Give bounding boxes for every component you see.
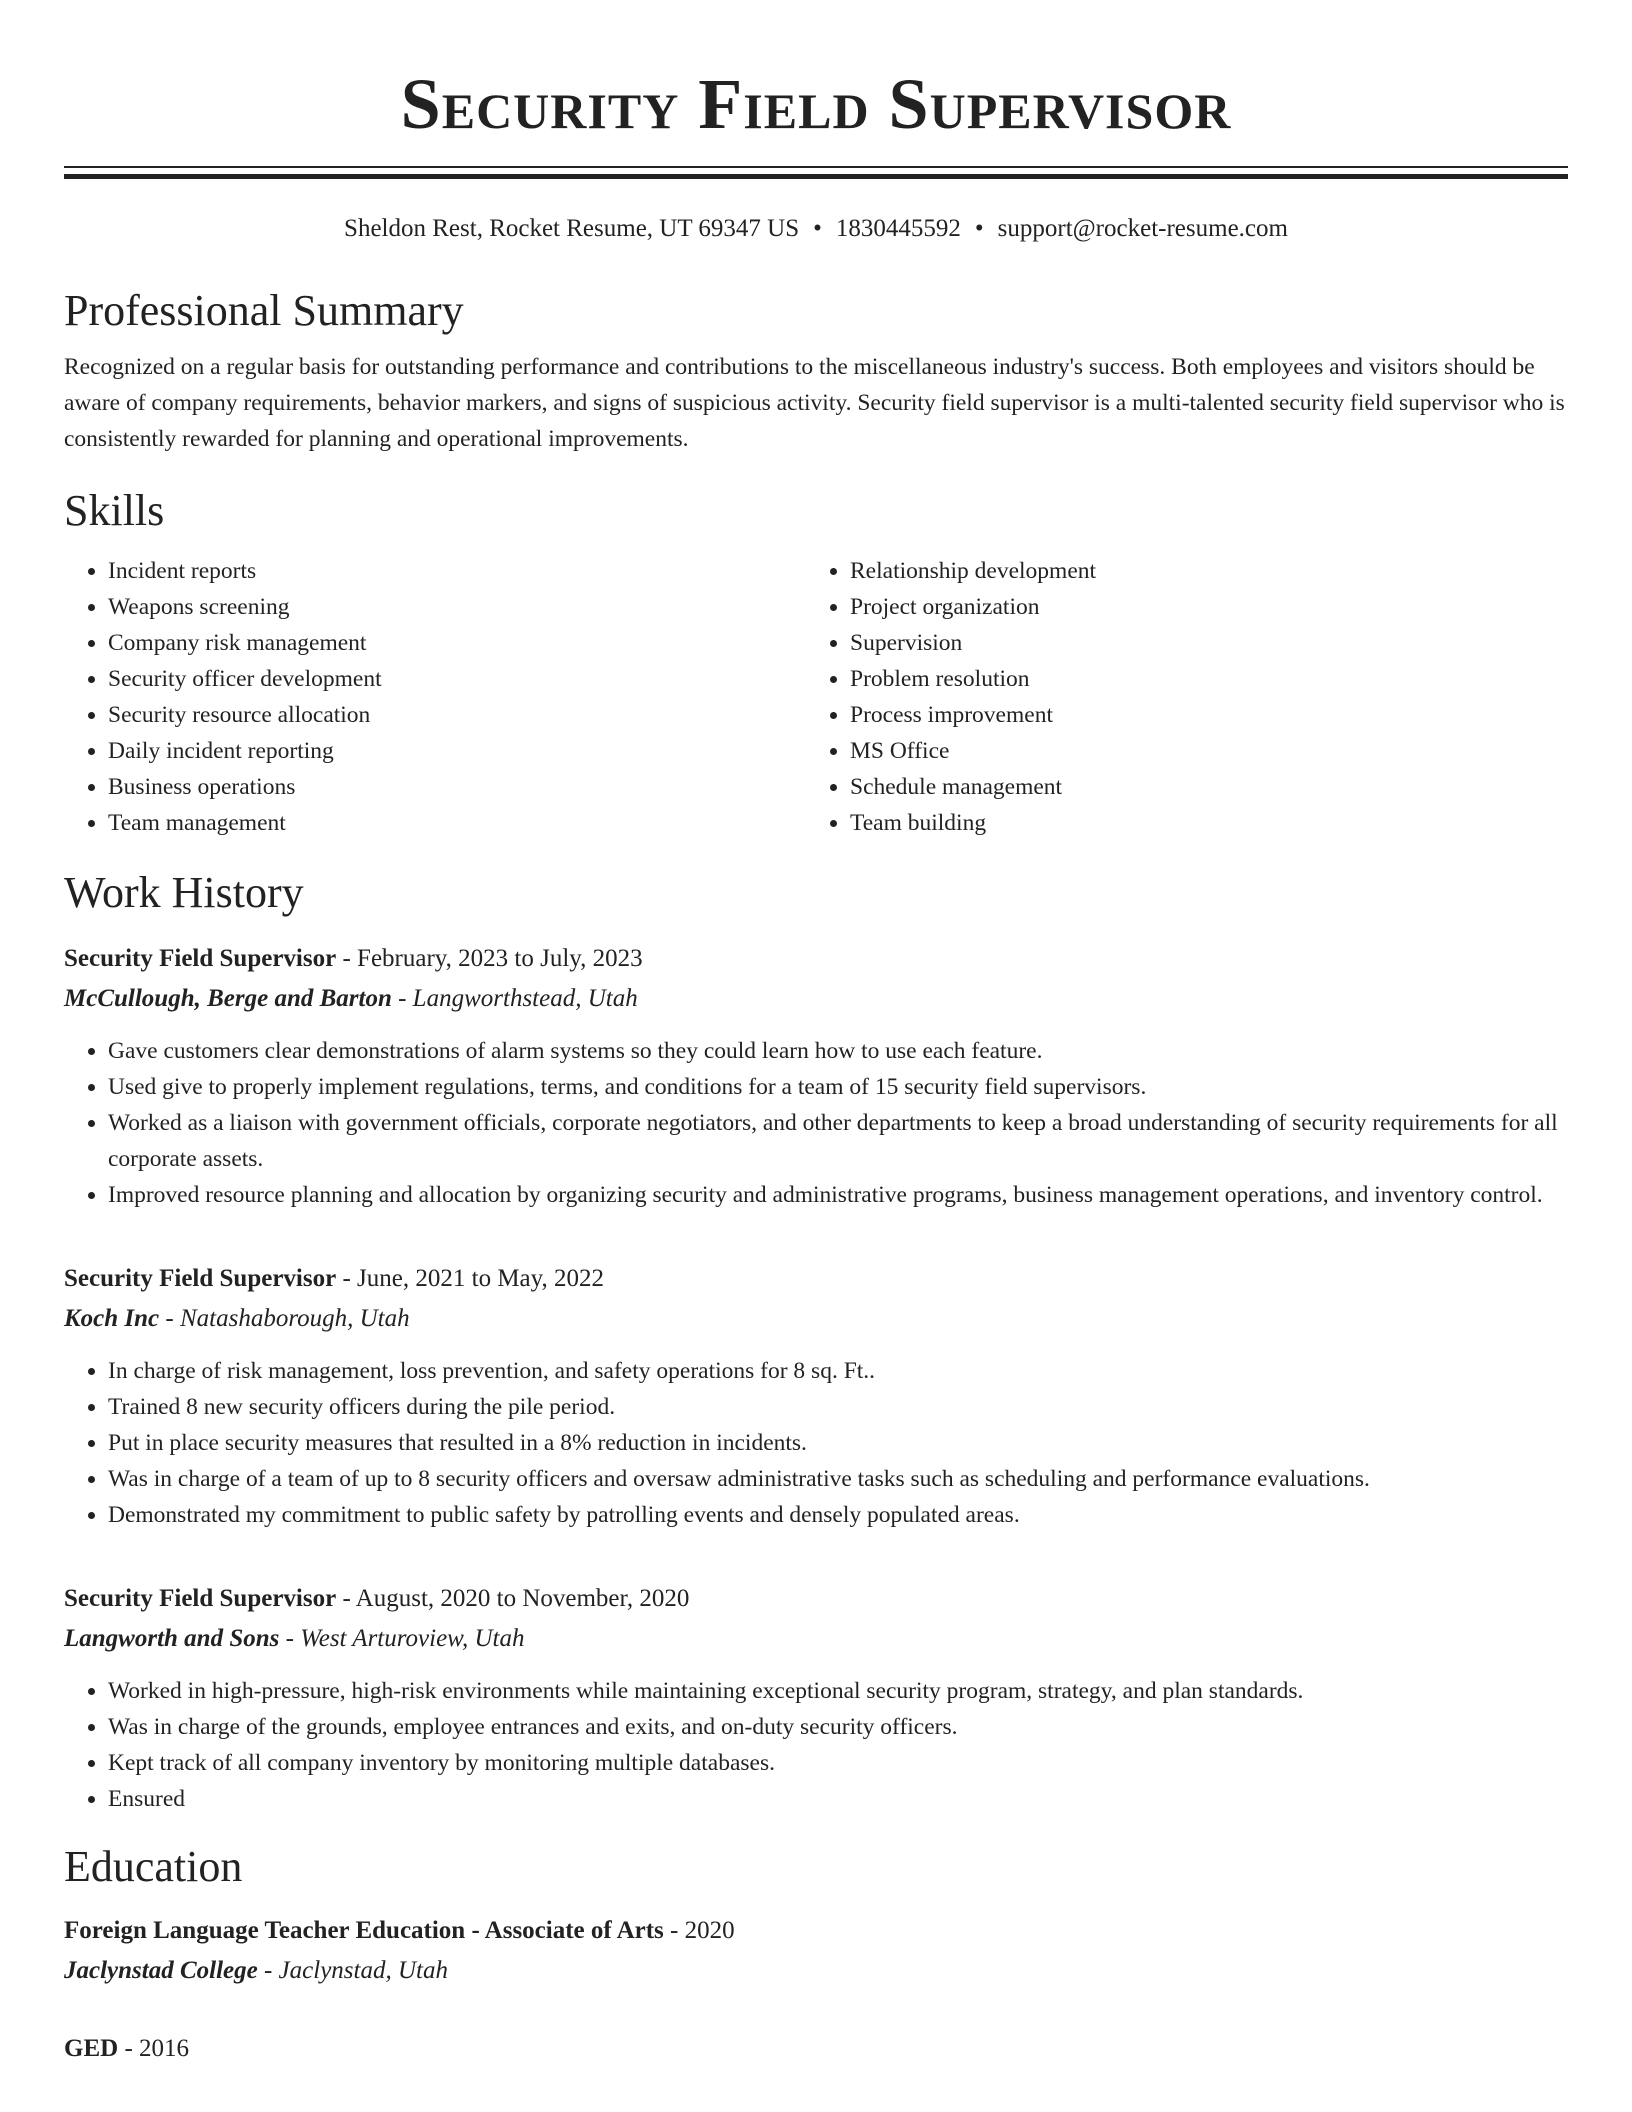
title-divider-thick — [64, 174, 1568, 179]
job-bullet: • Kept track of all company inventory by monitoring multiple databases. — [108, 1745, 1568, 1781]
job-entry — [64, 1259, 1568, 1533]
skill-item: • Business operations — [108, 769, 806, 805]
contact-separator: • — [974, 215, 984, 242]
title-divider-thin — [64, 166, 1568, 168]
job-title: Security Field Supervisor — [64, 1585, 337, 1612]
skills-list-right — [806, 553, 1548, 841]
resume-title: Security Field Supervisor — [400, 64, 1232, 144]
skill-item: • Incident reports — [108, 553, 806, 589]
education-year: - 2020 — [663, 1917, 735, 1944]
education-entry — [64, 1911, 1568, 1991]
skill-item: • Company risk management — [108, 625, 806, 661]
job-company-line — [64, 1619, 1568, 1659]
education-degree-line — [64, 1911, 1568, 1951]
job-dates: - February, 2023 to July, 2023 — [336, 945, 643, 972]
skill-item: • Process improvement — [850, 697, 1548, 733]
contact-line — [64, 213, 1568, 245]
skills-columns — [64, 553, 1568, 841]
education-entry — [64, 2029, 1568, 2069]
skills-section — [64, 485, 1568, 841]
education-location: - Jaclynstad, Utah — [257, 1957, 448, 1984]
job-dates: - June, 2021 to May, 2022 — [336, 1265, 605, 1292]
education-section — [64, 1841, 1568, 2069]
skill-item: • Project organization — [850, 589, 1548, 625]
job-bullet: • Put in place security measures that resulted in a 8% reduction in incidents. — [108, 1425, 1568, 1461]
job-company-line — [64, 1299, 1568, 1339]
job-bullet: • In charge of risk management, loss prevention, and safety operations for 8 sq. Ft.. — [108, 1353, 1568, 1389]
job-title-line — [64, 1579, 1568, 1619]
skill-item: • Problem resolution — [850, 661, 1548, 697]
education-school-line — [64, 1951, 1568, 1991]
job-title-line — [64, 1259, 1568, 1299]
job-entry — [64, 1579, 1568, 1817]
education-degree-line — [64, 2029, 1568, 2069]
job-location: - Langworthstead, Utah — [391, 985, 638, 1012]
skill-item: • Security officer development — [108, 661, 806, 697]
job-company-line — [64, 979, 1568, 1019]
education-heading: Education — [64, 1842, 243, 1891]
summary-section — [64, 285, 1568, 457]
contact-phone: 1830445592 — [835, 215, 961, 242]
job-title: Security Field Supervisor — [64, 945, 337, 972]
skill-item: • Relationship development — [850, 553, 1548, 589]
education-degree: Foreign Language Teacher Education - Associate of Arts — [64, 1917, 664, 1944]
job-company: Langworth and Sons — [64, 1625, 280, 1652]
job-bullet: • Worked as a liaison with government officials, corporate negotiators, and other departments to keep a broad understanding of security requirements for all corporate assets. — [108, 1105, 1568, 1177]
job-location: - West Arturoview, Utah — [279, 1625, 525, 1652]
contact-address: Sheldon Rest, Rocket Resume, UT 69347 US — [344, 215, 800, 242]
job-title-line — [64, 939, 1568, 979]
education-year: - 2016 — [118, 2035, 190, 2062]
work-history-section — [64, 867, 1568, 1817]
skills-column-right — [806, 553, 1548, 841]
skills-heading: Skills — [64, 486, 165, 535]
contact-email: support@rocket-resume.com — [997, 215, 1288, 242]
job-bullets — [64, 1353, 1568, 1533]
job-bullets — [64, 1033, 1568, 1213]
job-company: McCullough, Berge and Barton — [64, 985, 392, 1012]
job-bullet: • Trained 8 new security officers during the pile period. — [108, 1389, 1568, 1425]
skill-item: • Daily incident reporting — [108, 733, 806, 769]
job-bullet: • Ensured — [108, 1781, 1568, 1817]
skills-column-left — [64, 553, 806, 841]
skill-item: • Team building — [850, 805, 1548, 841]
job-bullets — [64, 1673, 1568, 1817]
skill-item: • MS Office — [850, 733, 1548, 769]
job-bullet: • Improved resource planning and allocation by organizing security and administrative programs, business management operations, and inventory control. — [108, 1177, 1568, 1213]
job-bullet: • Worked in high-pressure, high-risk environments while maintaining exceptional security program, strategy, and plan standards. — [108, 1673, 1568, 1709]
education-degree: GED — [64, 2035, 119, 2062]
job-bullet: • Demonstrated my commitment to public safety by patrolling events and densely populated areas. — [108, 1497, 1568, 1533]
contact-separator: • — [813, 215, 822, 242]
education-school: Jaclynstad College — [64, 1957, 258, 1984]
job-location: - Natashaborough, Utah — [159, 1305, 410, 1332]
job-title: Security Field Supervisor — [64, 1265, 337, 1292]
job-bullet: • Was in charge of a team of up to 8 security officers and oversaw administrative tasks such as scheduling and performance evaluations. — [108, 1461, 1568, 1497]
skill-item: • Weapons screening — [108, 589, 806, 625]
summary-heading: Professional Summary — [64, 286, 464, 335]
job-dates: - August, 2020 to November, 2020 — [336, 1585, 690, 1612]
summary-text: Recognized on a regular basis for outstanding performance and contributions to the miscellaneous industry's success. Both employees and visitors should be aware of company requirements, behavior markers, and signs of suspicious activity. Security field supervisor is a multi-talented security field supervisor who is consistently rewarded for planning and operational improvements. — [64, 354, 1565, 452]
job-entry — [64, 939, 1568, 1213]
skill-item: • Team management — [108, 805, 806, 841]
job-company: Koch Inc — [64, 1305, 160, 1332]
work-history-heading: Work History — [64, 868, 304, 917]
skills-list-left — [64, 553, 806, 841]
skill-item: • Supervision — [850, 625, 1548, 661]
job-bullet: • Used give to properly implement regulations, terms, and conditions for a team of 15 security field supervisors. — [108, 1069, 1568, 1105]
skill-item: • Schedule management — [850, 769, 1548, 805]
job-bullet: • Gave customers clear demonstrations of alarm systems so they could learn how to use each feature. — [108, 1033, 1568, 1069]
job-bullet: • Was in charge of the grounds, employee entrances and exits, and on-duty security officers. — [108, 1709, 1568, 1745]
skill-item: • Security resource allocation — [108, 697, 806, 733]
